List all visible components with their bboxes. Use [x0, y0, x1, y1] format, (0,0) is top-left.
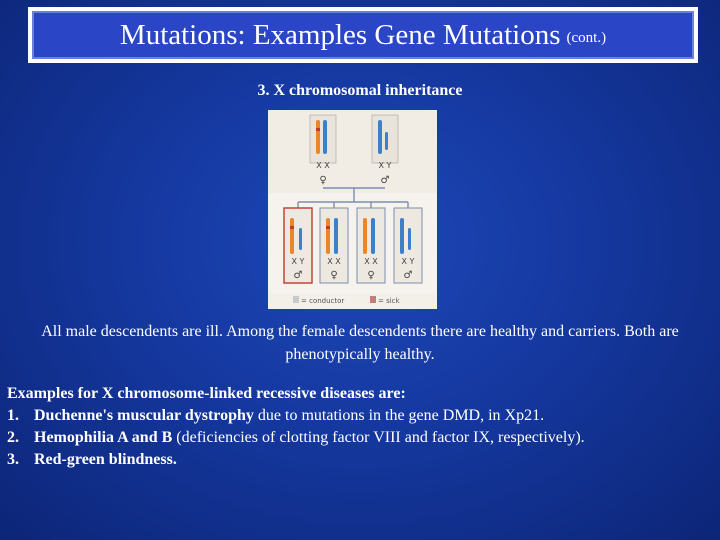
- examples-block: [7, 383, 717, 471]
- child-2-genotype: X X: [327, 257, 341, 266]
- disease-name: Hemophilia A and B: [34, 429, 173, 446]
- slide-title-suffix: (cont.): [566, 29, 607, 46]
- legend-sick-label: = sick: [378, 297, 400, 305]
- diagram-caption: All male descendents are ill. Among the female descendents there are healthy and carriers. Both are phenotypically healthy.: [41, 323, 679, 363]
- disease-name: Duchenne's muscular dystrophy: [34, 407, 254, 424]
- list-item-number: 1.: [7, 407, 19, 424]
- title-frame: [28, 7, 698, 63]
- list-item-number: 2.: [7, 429, 19, 446]
- slide-title: Mutations: Examples Gene Mutations: [119, 18, 561, 51]
- parents-panel: [268, 110, 437, 193]
- female-symbol-icon: ♀: [319, 175, 327, 186]
- child-2-sex-icon: ♀: [330, 270, 338, 281]
- child-1-genotype: X Y: [291, 257, 305, 266]
- legend-conductor-swatch: [293, 296, 299, 303]
- child-3-genotype: X X: [364, 257, 378, 266]
- mother-cell: [310, 115, 336, 163]
- male-symbol-icon: ♂: [380, 175, 390, 186]
- disease-detail: (deficiencies of clotting factor VIII and factor IX, respectively).: [172, 429, 585, 446]
- list-item: [7, 449, 717, 471]
- father-genotype: X Y: [378, 161, 392, 170]
- legend-sick-swatch: [370, 296, 376, 303]
- list-item: [7, 427, 717, 449]
- section-subheading: 3. X chromosomal inheritance: [257, 82, 463, 99]
- father-cell: [372, 115, 398, 163]
- list-item-number: 3.: [7, 451, 19, 468]
- disease-detail: due to mutations in the gene DMD, in Xp21.: [253, 407, 545, 424]
- list-item: [7, 405, 717, 427]
- examples-heading: Examples for X chromosome-linked recessive diseases are:: [7, 385, 406, 402]
- mother-genotype: X X: [316, 161, 330, 170]
- child-1-sex-icon: ♂: [293, 270, 303, 281]
- title-box: [32, 11, 694, 59]
- child-4-sex-icon: ♂: [403, 270, 413, 281]
- inheritance-diagram: [268, 110, 437, 309]
- child-4-genotype: X Y: [401, 257, 415, 266]
- disease-name: Red-green blindness.: [34, 451, 177, 468]
- legend-conductor-label: = conductor: [301, 297, 345, 305]
- child-3-sex-icon: ♀: [367, 270, 375, 281]
